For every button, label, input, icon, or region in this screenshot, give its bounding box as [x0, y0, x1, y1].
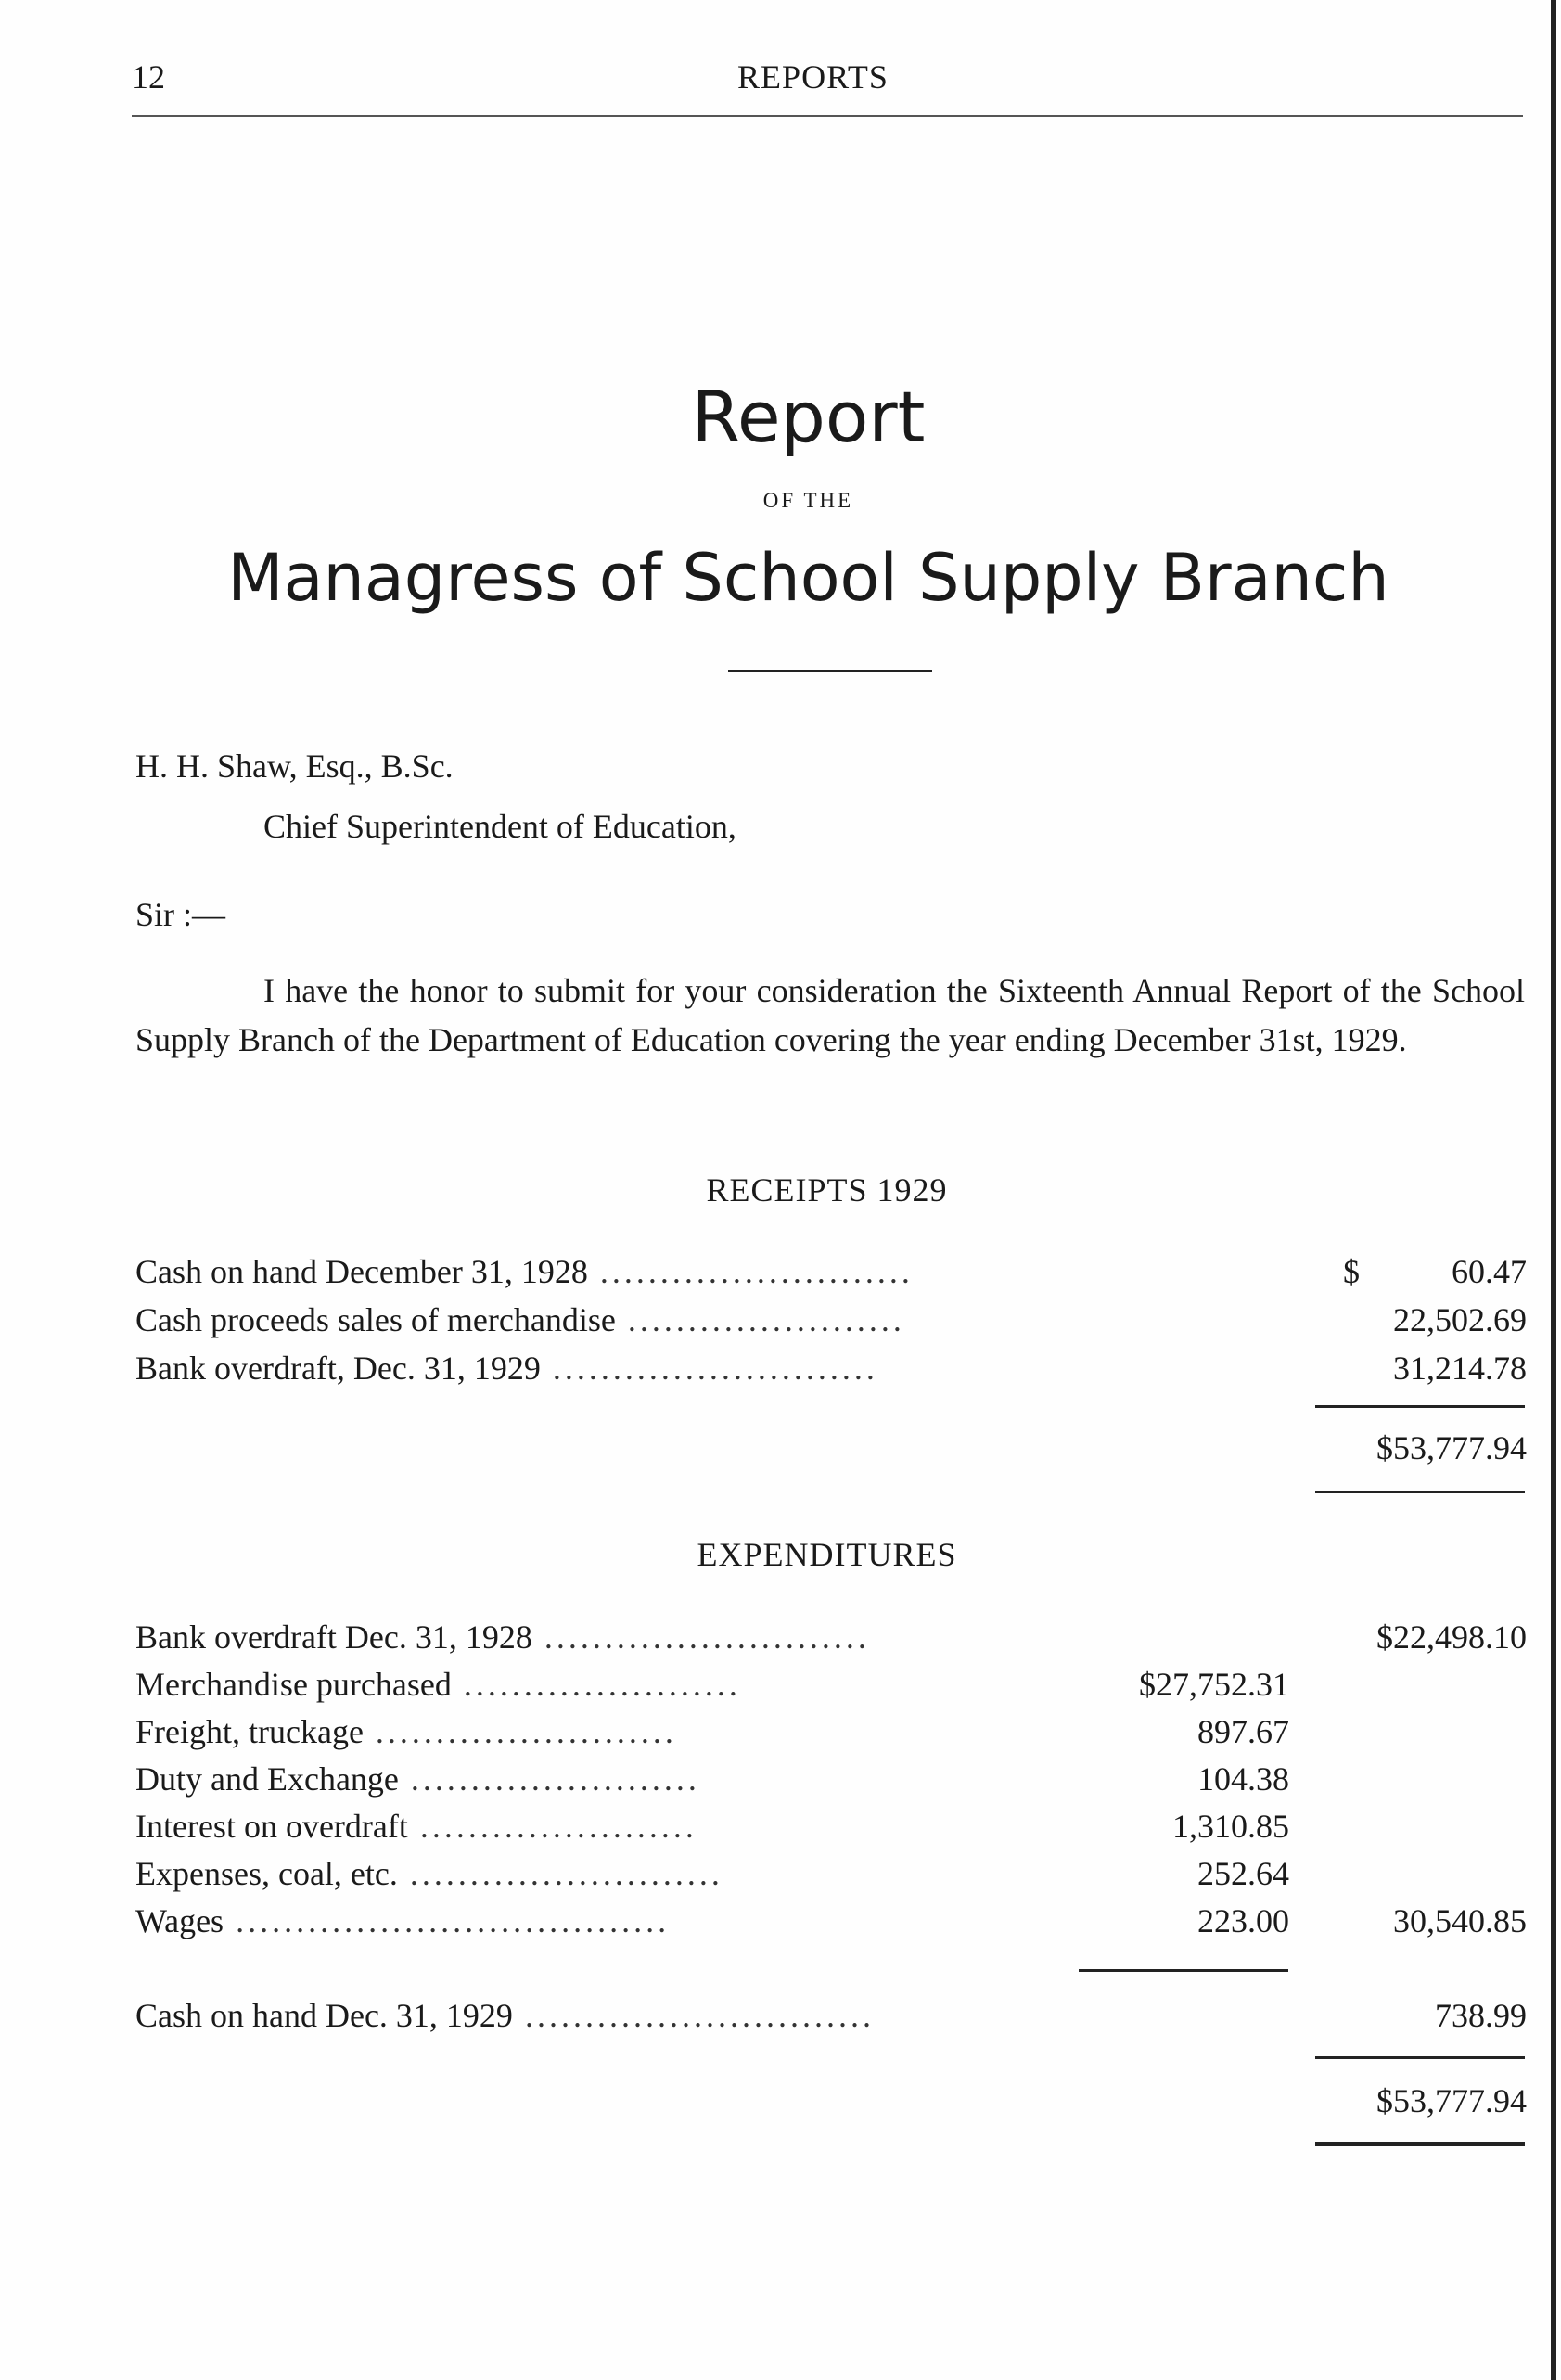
title-of-the: OF THE — [762, 489, 854, 512]
receipt-amount: 60.47 — [1452, 1253, 1527, 1290]
expenditure-row: Freight, truckage ......................... 897.67 — [135, 1708, 1527, 1755]
expenditure-total-amount: $22,498.10 — [1376, 1619, 1527, 1656]
expenditure-label: Bank overdraft Dec. 31, 1928 — [135, 1619, 532, 1656]
expenditure-row: Expenses, coal, etc. .......................... 252.64 — [135, 1850, 1527, 1897]
expenditure-item-amount: 223.00 — [1197, 1902, 1289, 1939]
expenditure-label: Interest on overdraft — [135, 1808, 408, 1845]
expenditure-label: Expenses, coal, etc. — [135, 1855, 398, 1892]
expenditure-label: Merchandise purchased — [135, 1666, 452, 1703]
receipt-row: Bank overdraft, Dec. 31, 1929 ........................... 31,214.78 — [135, 1345, 1527, 1391]
receipt-label: Bank overdraft, Dec. 31, 1929 — [135, 1350, 541, 1387]
receipts-total-row — [135, 1425, 1527, 1471]
receipt-label: Cash on hand December 31, 1928 — [135, 1253, 588, 1290]
expenditure-item-amount: 1,310.85 — [1172, 1808, 1289, 1845]
expenditure-label: Duty and Exchange — [135, 1760, 399, 1798]
cash-on-hand-label: Cash on hand Dec. 31, 1929 — [135, 1997, 513, 2034]
receipts-total-rule — [1315, 1491, 1525, 1493]
header-rule — [132, 115, 1523, 117]
title-report: Report — [691, 376, 926, 458]
page-number: 12 — [132, 58, 165, 96]
addressee: H. H. Shaw, Esq., B.Sc. — [135, 748, 454, 785]
expenditure-total-amount: 30,540.85 — [1393, 1902, 1527, 1939]
expenditure-row: Duty and Exchange ........................ 104.38 — [135, 1756, 1527, 1802]
expenditures-sum-rule — [1079, 1969, 1288, 1972]
receipts-sum-rule — [1315, 1405, 1525, 1408]
expenditure-item-amount: $27,752.31 — [1139, 1666, 1289, 1703]
receipts-heading: RECEIPTS 1929 — [706, 1171, 948, 1209]
receipts-total: $53,777.94 — [1376, 1429, 1527, 1466]
expenditure-row: Interest on overdraft ....................... 1,310.85 — [135, 1803, 1527, 1849]
grand-total-top-rule — [1315, 2056, 1525, 2059]
grand-total-bottom-rule — [1315, 2142, 1525, 2146]
addressee-position: Chief Superintendent of Education, — [263, 808, 736, 845]
expenditure-item-amount: 252.64 — [1197, 1855, 1289, 1892]
greeting: Sir :— — [135, 896, 226, 933]
receipt-label: Cash proceeds sales of merchandise — [135, 1301, 616, 1338]
expenditure-label: Freight, truckage — [135, 1713, 364, 1750]
body-paragraph: I have the honor to submit for your consideration the Sixteenth Annual Report of the School Supply Branch of the Department of Education covering the year ending December 31st, 1929. — [135, 972, 1525, 1058]
title-branch: Managress of School Supply Branch — [227, 540, 1389, 616]
currency-symbol: $ — [1343, 1253, 1360, 1290]
expenditures-heading: EXPENDITURES — [697, 1536, 957, 1573]
expenditure-item-amount: 104.38 — [1197, 1760, 1289, 1798]
expenditure-row: Merchandise purchased ....................... $27,752.31 — [135, 1661, 1527, 1708]
cash-on-hand-row: Cash on hand Dec. 31, 1929 ............................. 738.99 — [135, 1992, 1527, 2039]
grand-total-row — [135, 2078, 1527, 2124]
running-head: REPORTS — [737, 58, 889, 96]
receipt-row: Cash proceeds sales of merchandise ....................... 22,502.69 — [135, 1297, 1527, 1343]
cash-on-hand-amount: 738.99 — [1435, 1997, 1527, 2034]
grand-total: $53,777.94 — [1376, 2082, 1527, 2119]
expenditure-row: Wages .................................... 223.00 30,540.85 — [135, 1898, 1527, 1944]
expenditure-label: Wages — [135, 1902, 224, 1939]
receipt-row: Cash on hand December 31, 1928 .......................... $ 60.47 — [135, 1248, 1527, 1295]
receipt-amount: 22,502.69 — [1393, 1301, 1527, 1338]
title-rule — [728, 670, 932, 672]
expenditure-item-amount: 897.67 — [1197, 1713, 1289, 1750]
receipt-amount: 31,214.78 — [1393, 1350, 1527, 1387]
expenditure-row: Bank overdraft Dec. 31, 1928 ........................... $22,498.10 — [135, 1614, 1527, 1660]
